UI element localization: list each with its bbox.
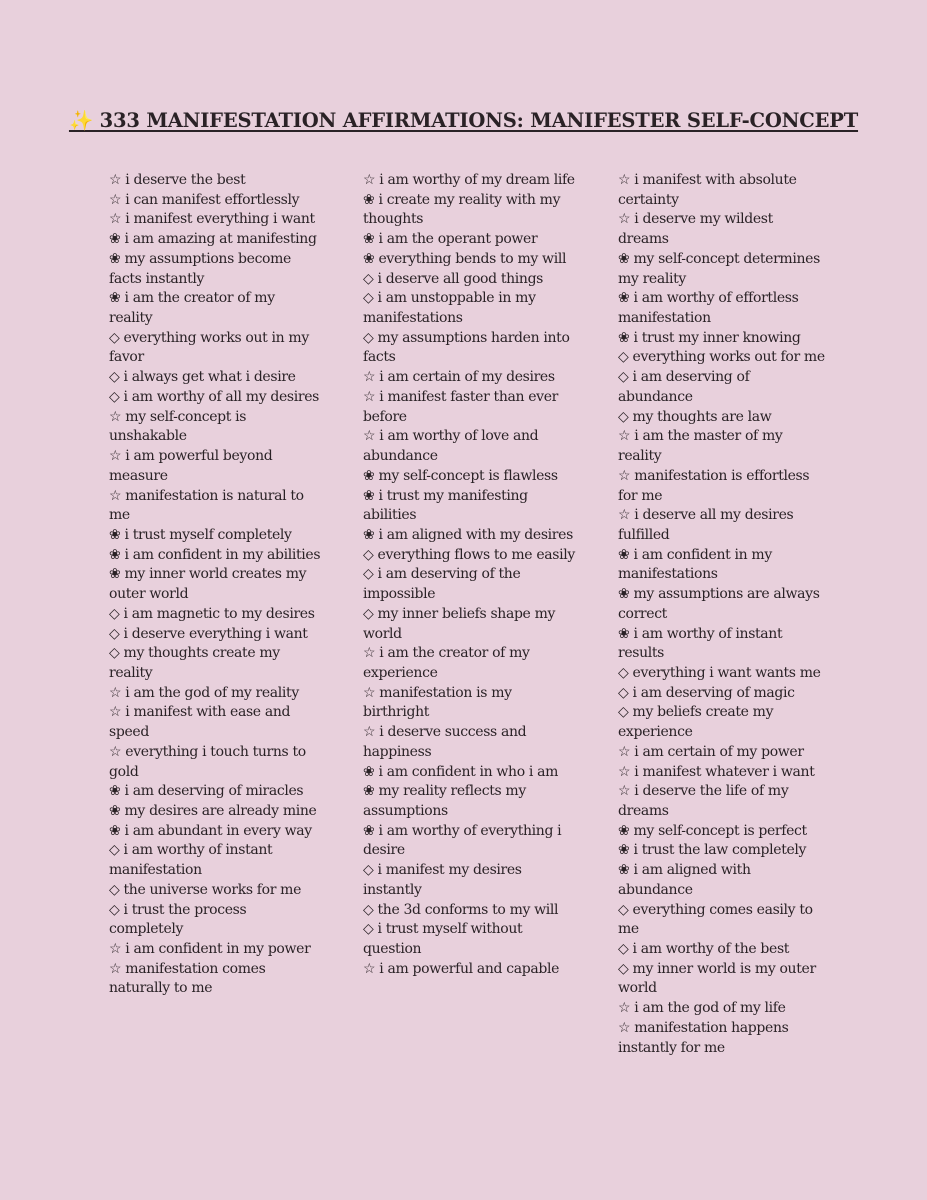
affirmation-item: ☆ i am confident in my power [109, 941, 311, 958]
affirmations-column-3 [618, 171, 826, 1058]
affirmations-column-1 [109, 171, 321, 999]
affirmation-item: ❀ i am worthy of everything i desire [363, 822, 562, 859]
affirmation-item: ☆ manifestation happens instantly for me [618, 1019, 789, 1056]
affirmation-item: ❀ i am aligned with abundance [618, 862, 751, 898]
affirmation-item: ❀ my inner world creates my outer world [109, 566, 307, 603]
affirmation-item: ☆ i manifest with absolute certainty [618, 172, 797, 208]
affirmation-item: ❀ my reality reflects my assumptions [363, 783, 526, 819]
affirmation-item: ☆ i manifest with ease and speed [109, 704, 291, 741]
page-title-text: ✨ 333 MANIFESTATION AFFIRMATIONS: MANIFESTER SELF-CONCEPT [68, 109, 859, 132]
affirmation-item: ❀ i am worthy of instant results [618, 625, 783, 662]
affirmation-item: ☆ i am the creator of my experience [363, 645, 530, 681]
affirmation-item: ◇ my thoughts are law [618, 408, 772, 425]
affirmation-item: ❀ i am abundant in every way [109, 822, 312, 839]
affirmation-item: ☆ i am certain of my desires [363, 369, 555, 386]
affirmation-item: ◇ i am worthy of instant manifestation [109, 842, 273, 879]
affirmation-item: ☆ i am powerful beyond measure [109, 448, 273, 484]
affirmation-item: ◇ my inner beliefs shape my world [363, 605, 556, 642]
page-title [0, 106, 927, 136]
affirmation-item: ◇ i am worthy of all my desires [109, 388, 319, 405]
affirmation-item: ◇ i deserve all good things [363, 270, 544, 287]
affirmation-item: ❀ i am aligned with my desires [363, 526, 573, 543]
affirmation-item: ❀ my assumptions become facts instantly [109, 250, 291, 287]
affirmation-item: ☆ everything i touch turns to gold [109, 743, 306, 780]
affirmation-item: ◇ everything works out for me [618, 349, 825, 366]
affirmation-item: ☆ i manifest whatever i want [618, 763, 815, 780]
affirmation-item: ☆ i am powerful and capable [363, 960, 560, 977]
affirmation-item: ◇ i always get what i desire [109, 369, 296, 386]
affirmation-item: ❀ my self-concept is flawless [363, 467, 558, 484]
affirmation-item: ◇ my thoughts create my reality [109, 645, 280, 681]
affirmation-item: ☆ manifestation comes naturally to me [109, 960, 266, 997]
affirmation-item: ☆ i am the master of my reality [618, 428, 783, 465]
affirmation-item: ☆ my self-concept is unshakable [109, 408, 247, 445]
affirmation-item: ❀ i trust my manifesting abilities [363, 487, 528, 524]
affirmation-item: ❀ i am the operant power [363, 231, 538, 248]
affirmation-item: ◇ the universe works for me [109, 881, 301, 898]
affirmation-item: ☆ i am worthy of my dream life [363, 172, 575, 188]
affirmation-item: ❀ everything bends to my will [363, 250, 567, 267]
affirmation-item: ◇ i am deserving of magic [618, 684, 795, 701]
affirmation-item: ◇ my assumptions harden into facts [363, 329, 570, 366]
affirmation-item: ☆ i am the god of my life [618, 1000, 786, 1017]
affirmation-item: ☆ i deserve all my desires fulfilled [618, 507, 794, 543]
affirmation-item: ☆ i am the god of my reality [109, 684, 299, 701]
affirmation-item: ◇ everything i want wants me [618, 664, 821, 681]
affirmation-item: ☆ i am certain of my power [618, 743, 804, 760]
affirmation-item: ❀ i am the creator of my reality [109, 290, 275, 327]
affirmation-item: ◇ my inner world is my outer world [618, 960, 816, 997]
affirmation-item: ❀ i am confident in who i am [363, 763, 559, 780]
affirmation-item: ☆ manifestation is effortless for me [618, 467, 810, 504]
affirmation-item: ❀ my desires are already mine [109, 803, 317, 819]
affirmation-item: ☆ i manifest everything i want [109, 211, 315, 228]
affirmation-item: ◇ i am deserving of abundance [618, 369, 750, 405]
affirmation-item: ❀ i am worthy of effortless manifestation [618, 290, 799, 327]
affirmation-item: ❀ i am amazing at manifesting [109, 231, 317, 248]
affirmation-item: ◇ i trust the process completely [109, 901, 247, 938]
affirmation-item: ◇ i deserve everything i want [109, 625, 308, 642]
affirmation-item: ❀ my self-concept is perfect [618, 822, 807, 839]
affirmation-item: ◇ i trust myself without question [363, 921, 523, 958]
affirmation-item: ◇ i am magnetic to my desires [109, 605, 315, 622]
affirmation-item: ❀ i am deserving of miracles [109, 783, 304, 800]
affirmation-item: ◇ the 3d conforms to my will [363, 901, 559, 918]
affirmation-item: ☆ i deserve the best [109, 172, 246, 188]
affirmation-item: ❀ my assumptions are always correct [618, 586, 820, 622]
affirmation-item: ❀ i trust myself completely [109, 526, 292, 543]
affirmation-item: ◇ i manifest my desires instantly [363, 862, 522, 898]
affirmation-item: ◇ everything works out in my favor [109, 329, 309, 366]
affirmation-item: ◇ everything flows to me easily [363, 546, 575, 563]
affirmation-item: ❀ i create my reality with my thoughts [363, 191, 561, 228]
affirmation-item: ❀ my self-concept determines my reality [618, 250, 820, 287]
affirmation-item: ◇ everything comes easily to me [618, 901, 813, 938]
affirmation-item: ☆ i deserve the life of my dreams [618, 783, 789, 819]
affirmation-item: ❀ i trust the law completely [618, 842, 807, 859]
affirmation-item: ☆ i manifest faster than ever before [363, 388, 559, 425]
affirmation-item: ◇ my beliefs create my experience [618, 704, 774, 741]
affirmations-column-2 [363, 171, 575, 979]
affirmation-item: ◇ i am deserving of the impossible [363, 566, 521, 603]
affirmation-item: ❀ i am confident in my abilities [109, 546, 321, 563]
affirmation-item: ☆ manifestation is natural to me [109, 487, 304, 524]
affirmation-item: ☆ i deserve my wildest dreams [618, 211, 773, 248]
affirmation-item: ◇ i am unstoppable in my manifestations [363, 290, 536, 327]
affirmation-item: ❀ i am confident in my manifestations [618, 546, 772, 583]
affirmation-item: ❀ i trust my inner knowing [618, 329, 801, 346]
affirmation-item: ◇ i am worthy of the best [618, 941, 790, 958]
affirmation-item: ☆ i can manifest effortlessly [109, 191, 300, 208]
affirmation-item: ☆ manifestation is my birthright [363, 684, 512, 721]
affirmation-item: ☆ i am worthy of love and abundance [363, 428, 539, 465]
affirmation-item: ☆ i deserve success and happiness [363, 724, 527, 760]
